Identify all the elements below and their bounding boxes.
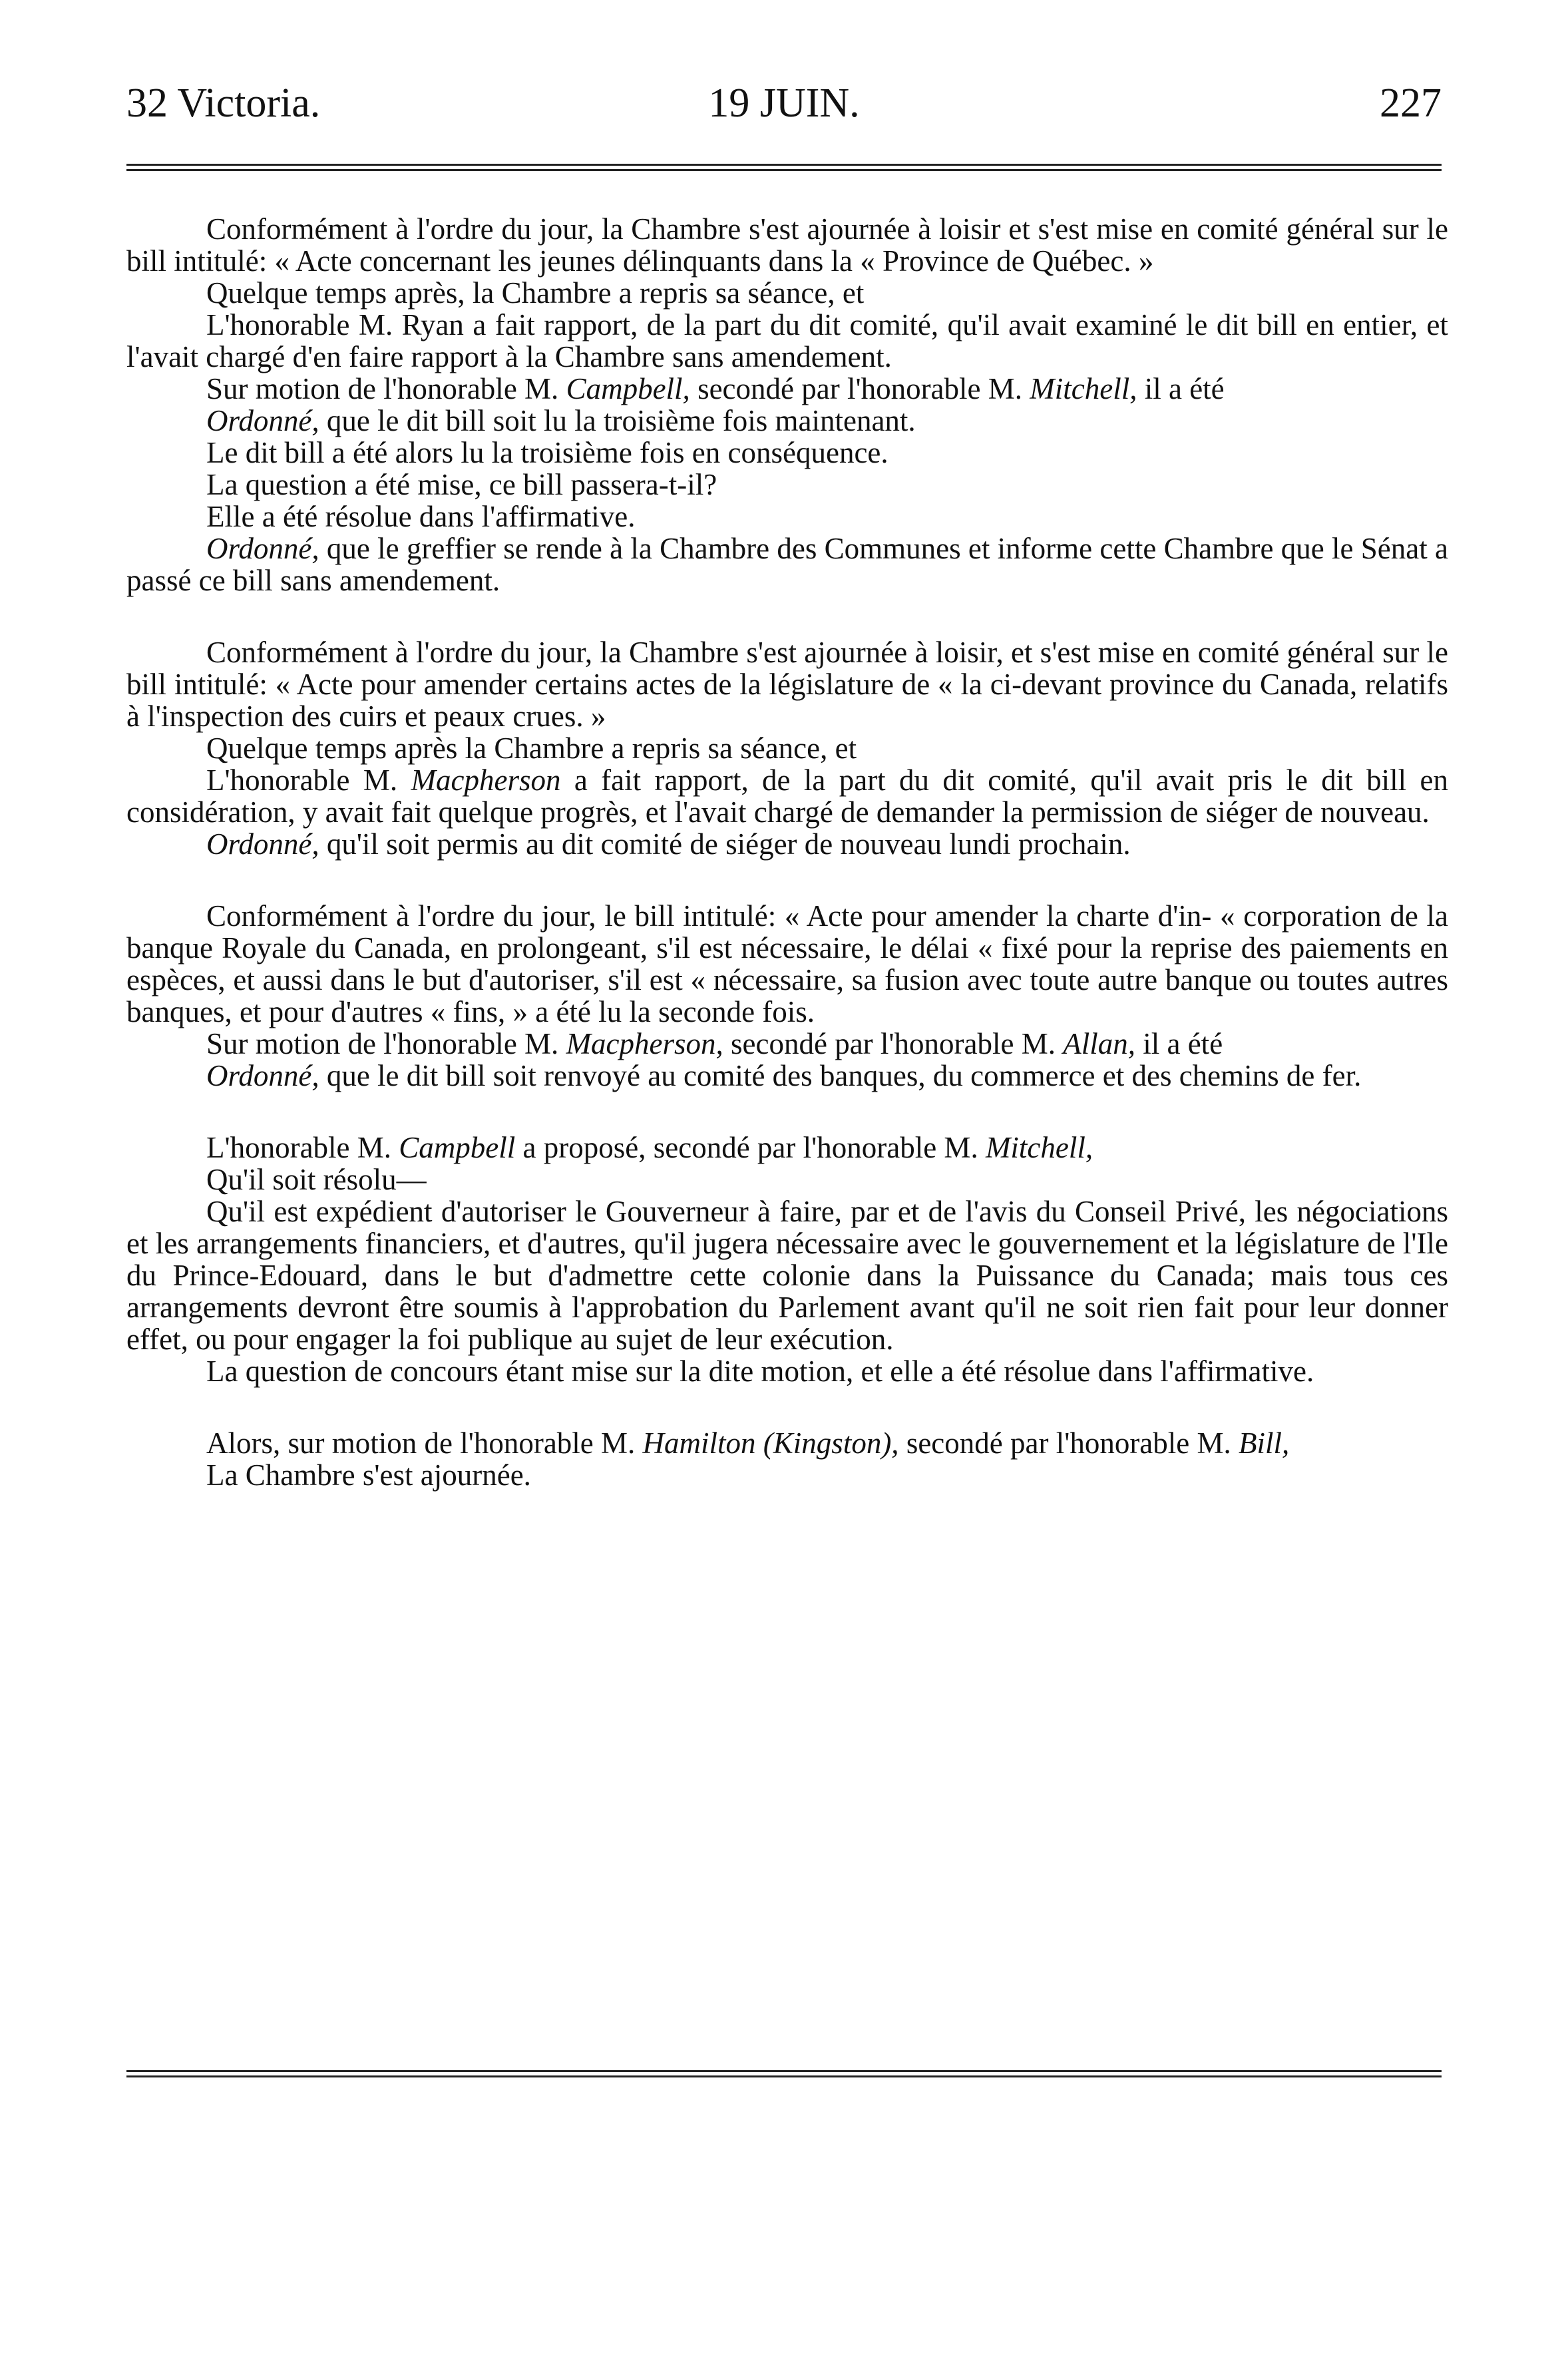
text-run: il a été [1144, 372, 1225, 405]
header-rule [126, 164, 1442, 171]
paragraph [126, 1427, 1448, 1459]
section-ile-prince-edouard [126, 1132, 1448, 1387]
text-run: il a été [1143, 1027, 1223, 1060]
section-cuirs-peaux [126, 636, 1448, 860]
paragraph [126, 533, 1448, 596]
text-run: qu'il soit permis au dit comité de siéger de nouveau lundi prochain. [326, 827, 1131, 861]
paragraph [126, 1132, 1448, 1164]
footer-rule [126, 2070, 1442, 2077]
paragraph: La question de concours étant mise sur la dite motion, et elle a été résolue dans l'affirmative. [206, 1355, 1314, 1388]
paragraph: Le dit bill a été alors lu la troisième fois en conséquence. [206, 436, 888, 469]
text-run: L'honorable M. [206, 1131, 392, 1164]
member-name: Bill, [1239, 1426, 1290, 1460]
section-jeunes-delinquants [126, 213, 1448, 596]
text-run: a proposé, secondé par l'honorable M. [522, 1131, 978, 1164]
member-name: Mitchell, [985, 1131, 1093, 1164]
paragraph [126, 1060, 1448, 1092]
page-number: 227 [1380, 81, 1442, 126]
order-word: Ordonné, [206, 1059, 319, 1092]
text-run: que le greffier se rende à la Chambre des Communes et informe cette Chambre que le Sénat a passé ce bill sans amendement. [126, 532, 1449, 597]
text-run: secondé par l'honorable M. [697, 372, 1023, 405]
member-name: Mitchell, [1030, 372, 1137, 405]
text-run: a fait rapport, de la part du dit comité, qu'il avait pris le dit bill en considération, y avait fait quelque progrès, et l'avait chargé de demander la permission de siéger de nouveau. [126, 763, 1448, 829]
order-word: Ordonné, [206, 404, 319, 437]
text-run: Sur motion de l'honorable M. [206, 372, 559, 405]
order-word: Ordonné, [206, 532, 319, 565]
paragraph: Conformément à l'ordre du jour, le bill intitulé: « Acte pour amender la charte d'in- « corporation de la banque Royale du Canada, en prolongeant, s'il est nécessaire, le délai « fixé pour la reprise des paiements en espèces, et aussi dans le but d'autoriser, s'il est « nécessaire, sa fusion avec toute autre banque ou toutes autres banques, et pour d'autres « fins, » a été lu la seconde fois. [126, 899, 1448, 1028]
text-run: que le dit bill soit lu la troisième fois maintenant. [326, 404, 916, 437]
paragraph: L'honorable M. Ryan a fait rapport, de la part du dit comité, qu'il avait examiné le dit bill en entier, et l'avait chargé d'en faire rapport à la Chambre sans amendement. [126, 308, 1448, 373]
paragraph [126, 828, 1448, 860]
paragraph: Conformément à l'ordre du jour, la Chambre s'est ajournée à loisir et s'est mise en comité général sur le bill intitulé: « Acte concernant les jeunes délinquants dans la « Province de Québec. » [126, 212, 1448, 278]
page-header [126, 80, 1442, 140]
paragraph [126, 764, 1448, 828]
paragraph: Quelque temps après, la Chambre a repris sa séance, et [206, 276, 865, 310]
member-name: Campbell [399, 1131, 516, 1164]
section-ajournement [126, 1427, 1448, 1491]
text-run: secondé par l'honorable M. [906, 1426, 1231, 1460]
member-name: Macpherson [411, 763, 561, 797]
member-name: Allan, [1063, 1027, 1135, 1060]
paragraph: Conformément à l'ordre du jour, la Chambre s'est ajournée à loisir, et s'est mise en comité général sur le bill intitulé: « Acte pour amender certains actes de la législature de « la ci-devant province du Canada, relatifs à l'inspection des cuirs et peaux crues. » [126, 636, 1448, 733]
paragraph: Elle a été résolue dans l'affirmative. [206, 500, 636, 533]
text-run: que le dit bill soit renvoyé au comité des banques, du commerce et des chemins de fer. [326, 1059, 1362, 1092]
header-session: 32 Victoria. [126, 81, 321, 126]
rule-line [126, 169, 1442, 171]
text-run: Sur motion de l'honorable M. [206, 1027, 559, 1060]
member-name: Campbell, [566, 372, 690, 405]
paragraph: Qu'il soit résolu— [206, 1163, 427, 1196]
paragraph [126, 373, 1448, 405]
header-date: 19 JUIN. [708, 81, 860, 126]
paragraph: La question a été mise, ce bill passera-t-il? [206, 468, 717, 501]
text-run: Alors, sur motion de l'honorable M. [206, 1426, 636, 1460]
paragraph: La Chambre s'est ajournée. [206, 1458, 531, 1492]
order-word: Ordonné, [206, 827, 319, 861]
section-banque-royale [126, 900, 1448, 1092]
text-run: L'honorable M. [206, 763, 398, 797]
member-name: Macpherson, [566, 1027, 723, 1060]
paragraph: Quelque temps après la Chambre a repris sa séance, et [206, 732, 857, 765]
document-body [126, 213, 1448, 1491]
paragraph [126, 1028, 1448, 1060]
text-run: secondé par l'honorable M. [731, 1027, 1056, 1060]
paragraph [126, 405, 1448, 437]
paragraph: Qu'il est expédient d'autoriser le Gouverneur à faire, par et de l'avis du Conseil Privé, les négociations et les arrangements financiers, et d'autres, qu'il jugera nécessaire avec le gouvernement et la législature de l'Ile du Prince-Edouard, dans le but d'admettre cette colonie dans la Puissance du Canada; mais tous ces arrangements devront être soumis à l'approbation du Parlement avant qu'il ne soit rien fait pour leur donner effet, ou pour engager la foi publique au sujet de leur exécution. [126, 1195, 1448, 1356]
rule-line [126, 2075, 1442, 2077]
member-name: Hamilton (Kingston), [642, 1426, 899, 1460]
